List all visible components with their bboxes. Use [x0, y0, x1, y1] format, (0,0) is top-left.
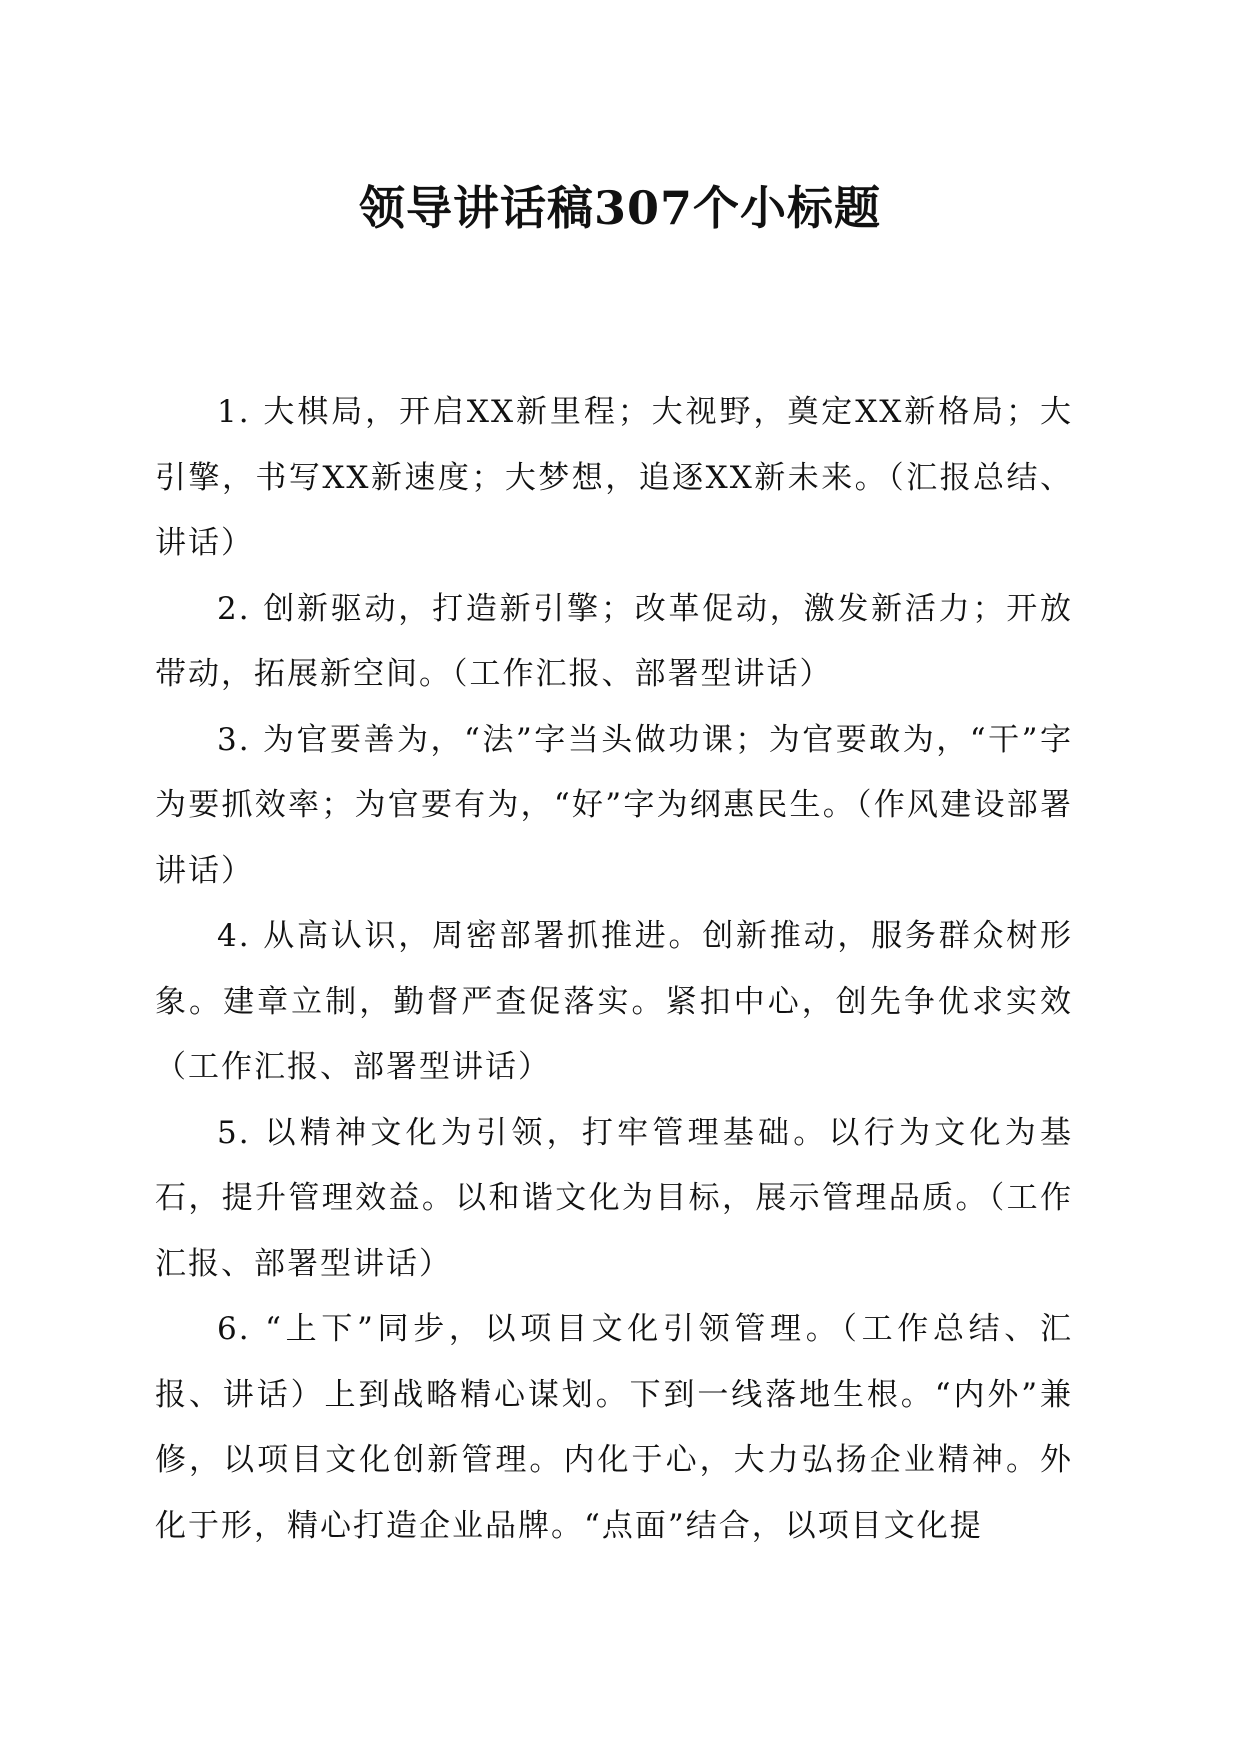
paragraph-1: 1. 大棋局，开启XX新里程；大视野，奠定XX新格局；大引擎，书写XX新速度；大梦想，追逐XX新未来。（汇报总结、讲话） — [155, 394, 1073, 561]
paragraph-5: 5. 以精神文化为引领，打牢管理基础。以行为文化为基石，提升管理效益。以和谐文化为目标，展示管理品质。（工作汇报、部署型讲话） — [155, 1114, 1073, 1282]
document-title: 领导讲话稿307个小标题 — [358, 181, 882, 235]
paragraph-6: 6. “上下”同步，以项目文化引领管理。（工作总结、汇报、讲话）上到战略精心谋划。下到一线落地生根。“内外”兼修，以项目文化创新管理。内化于心，大力弘扬企业精神。外化于形，精心打造企业品牌。“点面”结合，以项目文化提 — [155, 1311, 1073, 1544]
paragraph-4: 4. 从高认识，周密部署抓推进。创新推动，服务群众树形象。建章立制，勤督严查促落实。紧扣中心，创先争优求实效（工作汇报、部署型讲话） — [155, 918, 1073, 1085]
paragraph-3: 3. 为官要善为，“法”字当头做功课；为官要敢为，“干”字为要抓效率；为官要有为，“好”字为纲惠民生。（作风建设部署讲话） — [155, 721, 1073, 889]
paragraph-2: 2. 创新驱动，打造新引擎；改革促动，激发新活力；开放带动，拓展新空间。（工作汇报、部署型讲话） — [155, 590, 1073, 692]
document-body — [155, 380, 1073, 1559]
